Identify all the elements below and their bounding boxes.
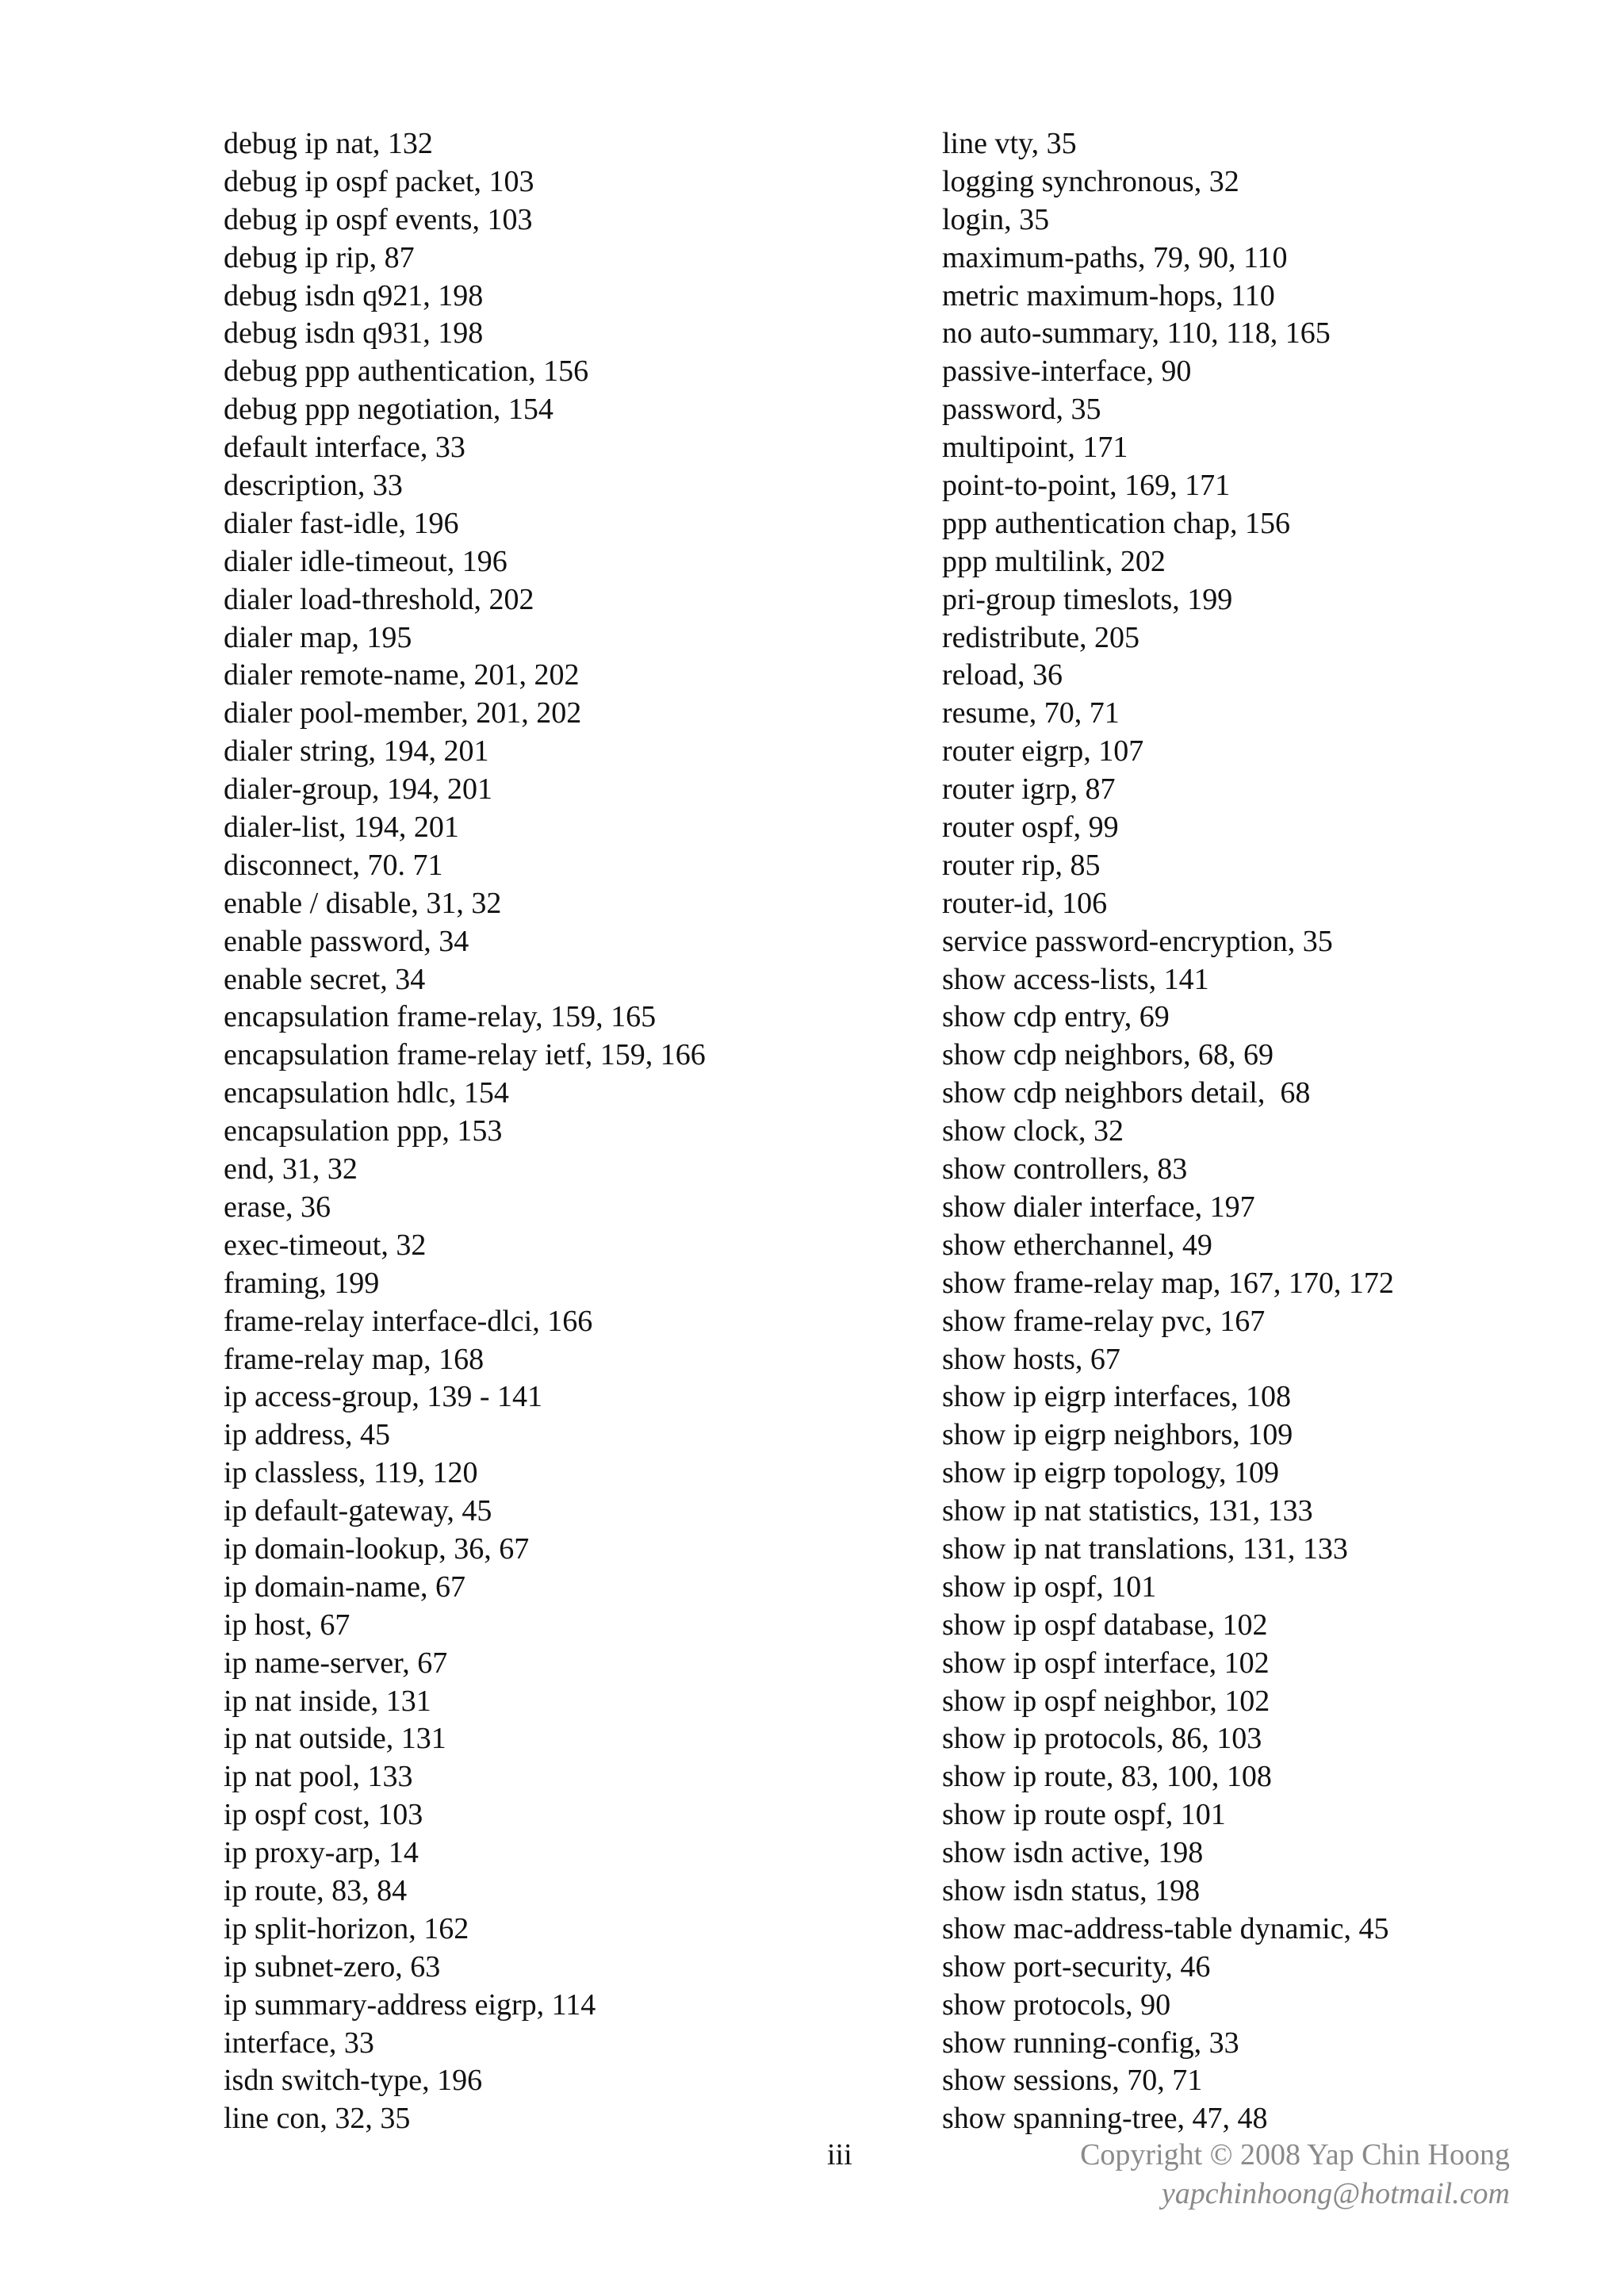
index-entry: debug ip ospf packet, 103 [224, 164, 534, 198]
index-entry: debug ip ospf events, 103 [224, 202, 533, 236]
index-entry: show ip ospf neighbor, 102 [942, 1684, 1270, 1718]
index-entry: redistribute, 205 [942, 620, 1140, 654]
index-entry: show protocols, 90 [942, 1987, 1171, 2022]
index-entry: show ip eigrp neighbors, 109 [942, 1418, 1293, 1452]
index-entry: password, 35 [942, 393, 1101, 427]
index-entry: isdn switch-type, 196 [224, 2064, 483, 2098]
index-entry: show cdp neighbors, 68, 69 [942, 1038, 1274, 1072]
index-entry: dialer-list, 194, 201 [224, 811, 459, 845]
index-entry: ip ospf cost, 103 [224, 1798, 423, 1832]
index-entry: ip access-group, 139 - 141 [224, 1380, 543, 1414]
index-entry: show frame-relay map, 167, 170, 172 [942, 1266, 1394, 1300]
index-entry: ppp authentication chap, 156 [942, 506, 1290, 540]
index-entry: encapsulation frame-relay, 159, 165 [224, 1000, 657, 1034]
index-entry: disconnect, 70. 71 [224, 848, 443, 882]
index-entry: ip address, 45 [224, 1418, 391, 1452]
index-entry: dialer load-threshold, 202 [224, 582, 534, 616]
index-entry: enable secret, 34 [224, 962, 426, 996]
index-entry: ip split-horizon, 162 [224, 1911, 469, 1945]
index-entry: encapsulation hdlc, 154 [224, 1076, 509, 1110]
index-entry: default interface, 33 [224, 431, 465, 465]
index-entry: show ip route ospf, 101 [942, 1798, 1226, 1832]
index-entry: ip domain-lookup, 36, 67 [224, 1531, 530, 1566]
index-entry: ip route, 83, 84 [224, 1873, 408, 1907]
index-entry: show spanning-tree, 47, 48 [942, 2102, 1268, 2136]
index-entry: pri-group timeslots, 199 [942, 582, 1233, 616]
index-entry: dialer-group, 194, 201 [224, 772, 493, 807]
index-entry: show port-security, 46 [942, 1949, 1211, 1984]
index-entry: show ip protocols, 86, 103 [942, 1722, 1262, 1756]
index-entry: passive-interface, 90 [942, 355, 1192, 389]
index-left-column [224, 125, 921, 2138]
index-entry: show cdp neighbors detail, 68 [942, 1076, 1311, 1110]
index-entry: interface, 33 [224, 2026, 374, 2060]
index-entry: show ip ospf interface, 102 [942, 1646, 1270, 1680]
index-entry: router rip, 85 [942, 848, 1101, 882]
copyright-notice: Copyright © 2008 Yap Chin Hoong [1080, 2138, 1510, 2171]
index-entry: debug ppp negotiation, 154 [224, 393, 553, 427]
index-entry: point-to-point, 169, 171 [942, 469, 1231, 503]
index-entry: debug isdn q931, 198 [224, 316, 484, 351]
index-entry: enable password, 34 [224, 924, 469, 958]
index-entry: service password-encryption, 35 [942, 924, 1333, 958]
index-entry: show sessions, 70, 71 [942, 2064, 1203, 2098]
index-entry: debug ppp authentication, 156 [224, 355, 589, 389]
index-entry: debug ip rip, 87 [224, 240, 415, 274]
index-entry: router ospf, 99 [942, 811, 1119, 845]
index-entry: show frame-relay pvc, 167 [942, 1304, 1266, 1338]
index-entry: show ip nat translations, 131, 133 [942, 1531, 1348, 1566]
index-entry: ip nat pool, 133 [224, 1760, 413, 1794]
index-entry: erase, 36 [224, 1190, 331, 1224]
index-entry: exec-timeout, 32 [224, 1228, 427, 1262]
index-entry: dialer idle-timeout, 196 [224, 544, 508, 578]
index-entry: ip default-gateway, 45 [224, 1494, 492, 1528]
index-entry: encapsulation frame-relay ietf, 159, 166 [224, 1038, 706, 1072]
index-entry: description, 33 [224, 469, 403, 503]
index-entry: frame-relay map, 168 [224, 1342, 485, 1376]
index-entry: show ip route, 83, 100, 108 [942, 1760, 1272, 1794]
index-entry: show clock, 32 [942, 1114, 1124, 1148]
index-entry: enable / disable, 31, 32 [224, 886, 502, 920]
index-entry: show access-lists, 141 [942, 962, 1209, 996]
index-entry: show ip eigrp topology, 109 [942, 1456, 1280, 1490]
index-entry: logging synchronous, 32 [942, 164, 1239, 198]
index-entry: ip nat outside, 131 [224, 1722, 446, 1756]
author-email: yapchinhoong@hotmail.com [1161, 2177, 1510, 2210]
index-entry: end, 31, 32 [224, 1152, 358, 1186]
index-entry: line con, 32, 35 [224, 2102, 411, 2136]
index-entry: ip host, 67 [224, 1608, 350, 1642]
index-entry: reload, 36 [942, 658, 1063, 692]
index-entry: dialer map, 195 [224, 620, 412, 654]
index-entry: ip classless, 119, 120 [224, 1456, 478, 1490]
index-entry: resume, 70, 71 [942, 696, 1120, 730]
page-number: iii [827, 2138, 852, 2171]
index-entry: show cdp entry, 69 [942, 1000, 1170, 1034]
index-entry: ip proxy-arp, 14 [224, 1836, 419, 1870]
index-entry: framing, 199 [224, 1266, 380, 1300]
index-entry: ip subnet-zero, 63 [224, 1949, 441, 1984]
index-right-column [942, 125, 1576, 2138]
index-entry: show controllers, 83 [942, 1152, 1188, 1186]
index-entry: debug isdn q921, 198 [224, 278, 484, 312]
index-entry: dialer string, 194, 201 [224, 734, 489, 769]
index-entry: frame-relay interface-dlci, 166 [224, 1304, 593, 1338]
index-entry: login, 35 [942, 202, 1050, 236]
index-entry: router-id, 106 [942, 886, 1108, 920]
index-entry: ip domain-name, 67 [224, 1570, 465, 1604]
index-entry: show ip nat statistics, 131, 133 [942, 1494, 1313, 1528]
index-entry: ppp multilink, 202 [942, 544, 1166, 578]
index-entry: ip nat inside, 131 [224, 1684, 431, 1718]
index-entry: show isdn status, 198 [942, 1873, 1201, 1907]
index-entry: show etherchannel, 49 [942, 1228, 1212, 1262]
index-entry: show mac-address-table dynamic, 45 [942, 1911, 1389, 1945]
index-entry: ip name-server, 67 [224, 1646, 448, 1680]
index-entry: maximum-paths, 79, 90, 110 [942, 240, 1288, 274]
index-entry: show ip ospf database, 102 [942, 1608, 1268, 1642]
index-entry: dialer remote-name, 201, 202 [224, 658, 580, 692]
index-entry: multipoint, 171 [942, 431, 1128, 465]
index-entry: encapsulation ppp, 153 [224, 1114, 503, 1148]
index-entry: debug ip nat, 132 [224, 127, 433, 160]
index-entry: line vty, 35 [942, 127, 1077, 160]
index-entry: show running-config, 33 [942, 2026, 1239, 2060]
index-entry: show ip eigrp interfaces, 108 [942, 1380, 1292, 1414]
index-entry: ip summary-address eigrp, 114 [224, 1987, 596, 2022]
index-entry: dialer fast-idle, 196 [224, 506, 459, 540]
index-entry: metric maximum-hops, 110 [942, 278, 1275, 312]
index-entry: show hosts, 67 [942, 1342, 1120, 1376]
index-entry: router eigrp, 107 [942, 734, 1144, 769]
index-entry: no auto-summary, 110, 118, 165 [942, 316, 1331, 351]
index-entry: show dialer interface, 197 [942, 1190, 1255, 1224]
index-entry: router igrp, 87 [942, 772, 1116, 807]
index-entry: show ip ospf, 101 [942, 1570, 1157, 1604]
index-entry: dialer pool-member, 201, 202 [224, 696, 582, 730]
index-entry: show isdn active, 198 [942, 1836, 1204, 1870]
